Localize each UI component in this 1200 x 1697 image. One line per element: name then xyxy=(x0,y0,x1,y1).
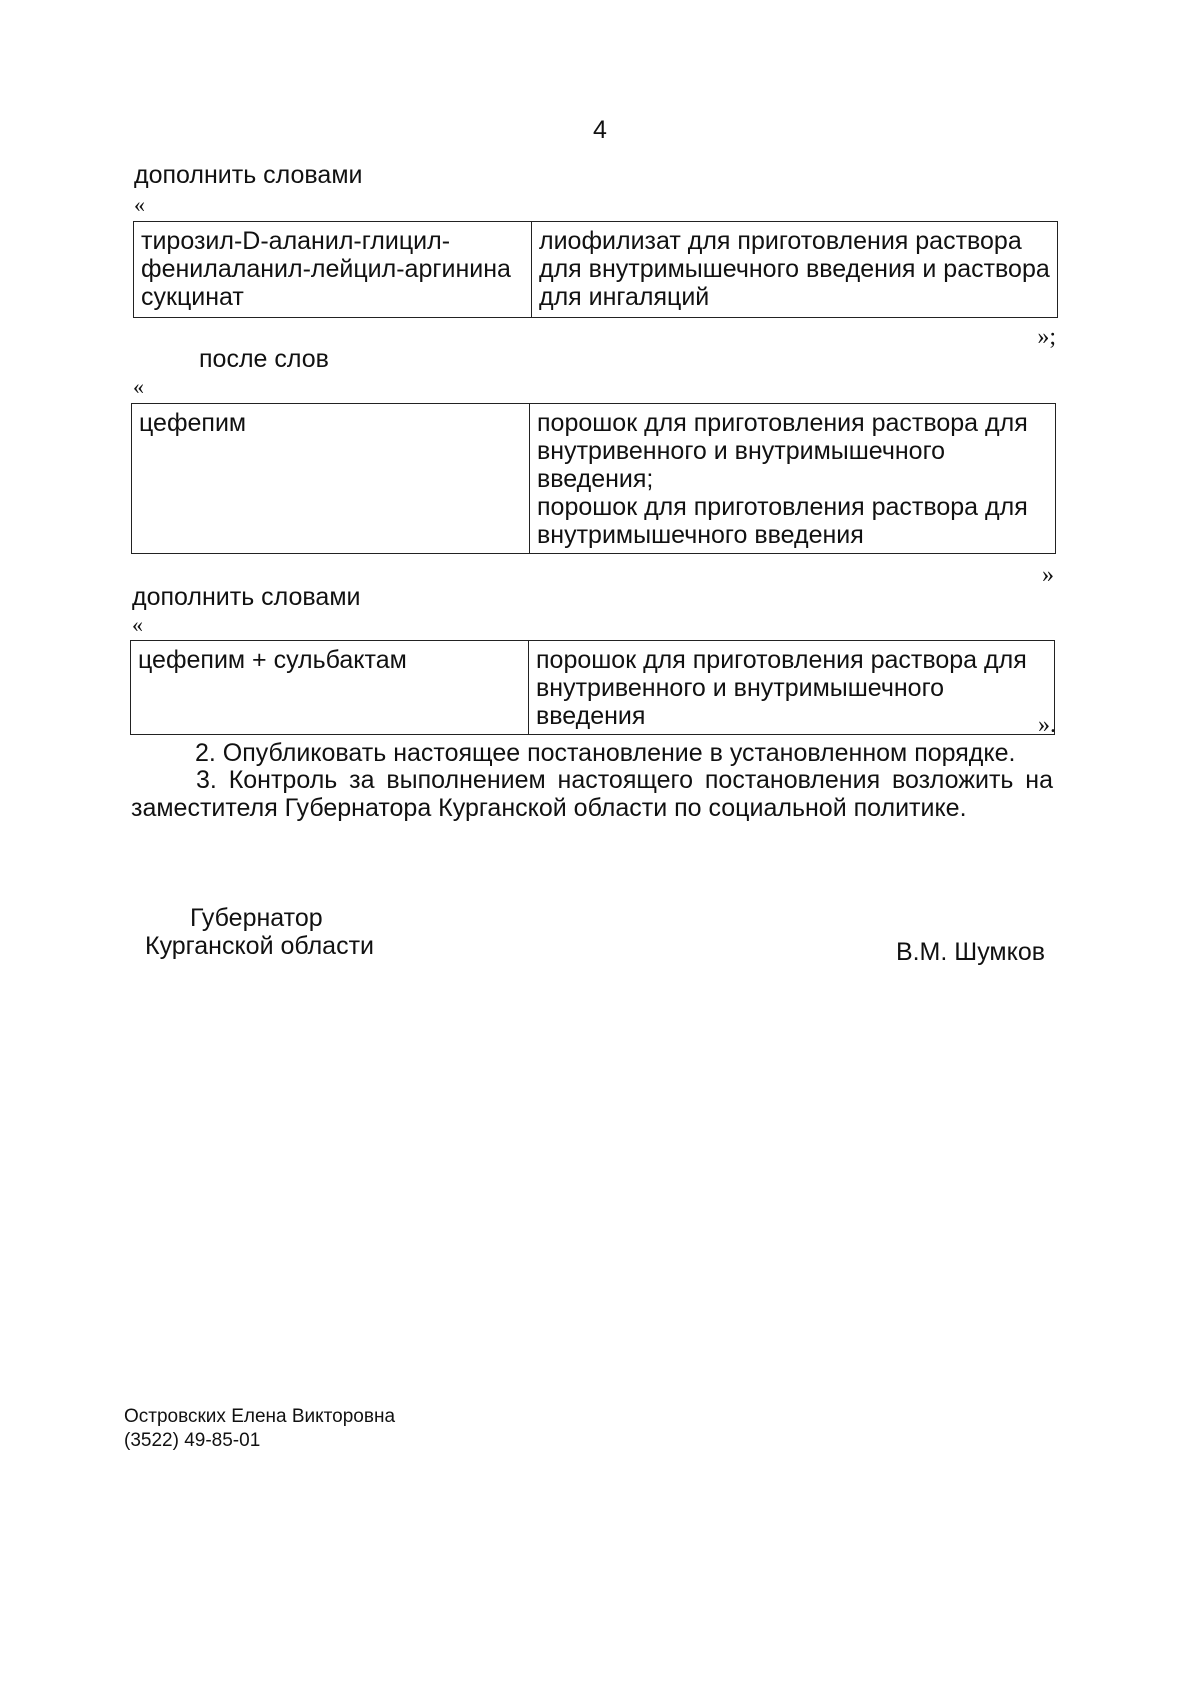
signature-title-line-1: Губернатор xyxy=(190,904,323,932)
contact-name: Островских Елена Викторовна xyxy=(124,1406,396,1427)
section-3-table xyxy=(130,640,1055,735)
section-2-right-cell xyxy=(530,404,1056,554)
section-3-quote-open: « xyxy=(132,612,143,637)
table-row xyxy=(131,641,1055,735)
signature-title-line-2: Курганской области xyxy=(145,932,375,960)
item-3: 3. Контроль за выполнением настоящего постановления возложить на заместителя Губернатора Курганской области по социальной политике. xyxy=(131,766,1053,822)
section-2-right-line-2: порошок для приготовления раствора для внутримышечного введения xyxy=(537,493,1028,549)
contact-phone: (3522) 49-85-01 xyxy=(124,1430,261,1451)
section-1-quote-close: »; xyxy=(1037,324,1056,350)
section-2-intro: после слов xyxy=(199,345,329,373)
section-1-left-cell: тирозил-D-аланил-глицил-фенилаланил-лейцил-аргинина сукцинат xyxy=(134,222,532,318)
section-2-quote-open: « xyxy=(133,374,144,399)
section-1-right-cell: лиофилизат для приготовления раствора для внутримышечного введения и раствора для ингаляций xyxy=(532,222,1058,318)
section-3-left-cell: цефепим + сульбактам xyxy=(131,641,529,735)
section-2-left-cell: цефепим xyxy=(132,404,530,554)
section-2-table xyxy=(131,403,1056,554)
table-row xyxy=(134,222,1058,318)
section-2-right-line-1: порошок для приготовления раствора для внутривенного и внутримышечного введения; xyxy=(537,409,1028,493)
section-1-table xyxy=(133,221,1058,318)
section-1-intro: дополнить словами xyxy=(134,161,363,189)
section-1-quote-open: « xyxy=(134,192,145,217)
item-2: 2. Опубликовать настоящее постановление в установленном порядке. xyxy=(195,739,1016,767)
section-3-intro: дополнить словами xyxy=(132,583,361,611)
section-3-right-cell: порошок для приготовления раствора для внутривенного и внутримышечного введения xyxy=(529,641,1055,735)
table-row xyxy=(132,404,1056,554)
section-3-quote-close: ». xyxy=(1038,712,1056,738)
page-number: 4 xyxy=(593,116,607,144)
section-2-quote-close: » xyxy=(1042,562,1054,588)
signature-name: В.М. Шумков xyxy=(895,938,1045,966)
